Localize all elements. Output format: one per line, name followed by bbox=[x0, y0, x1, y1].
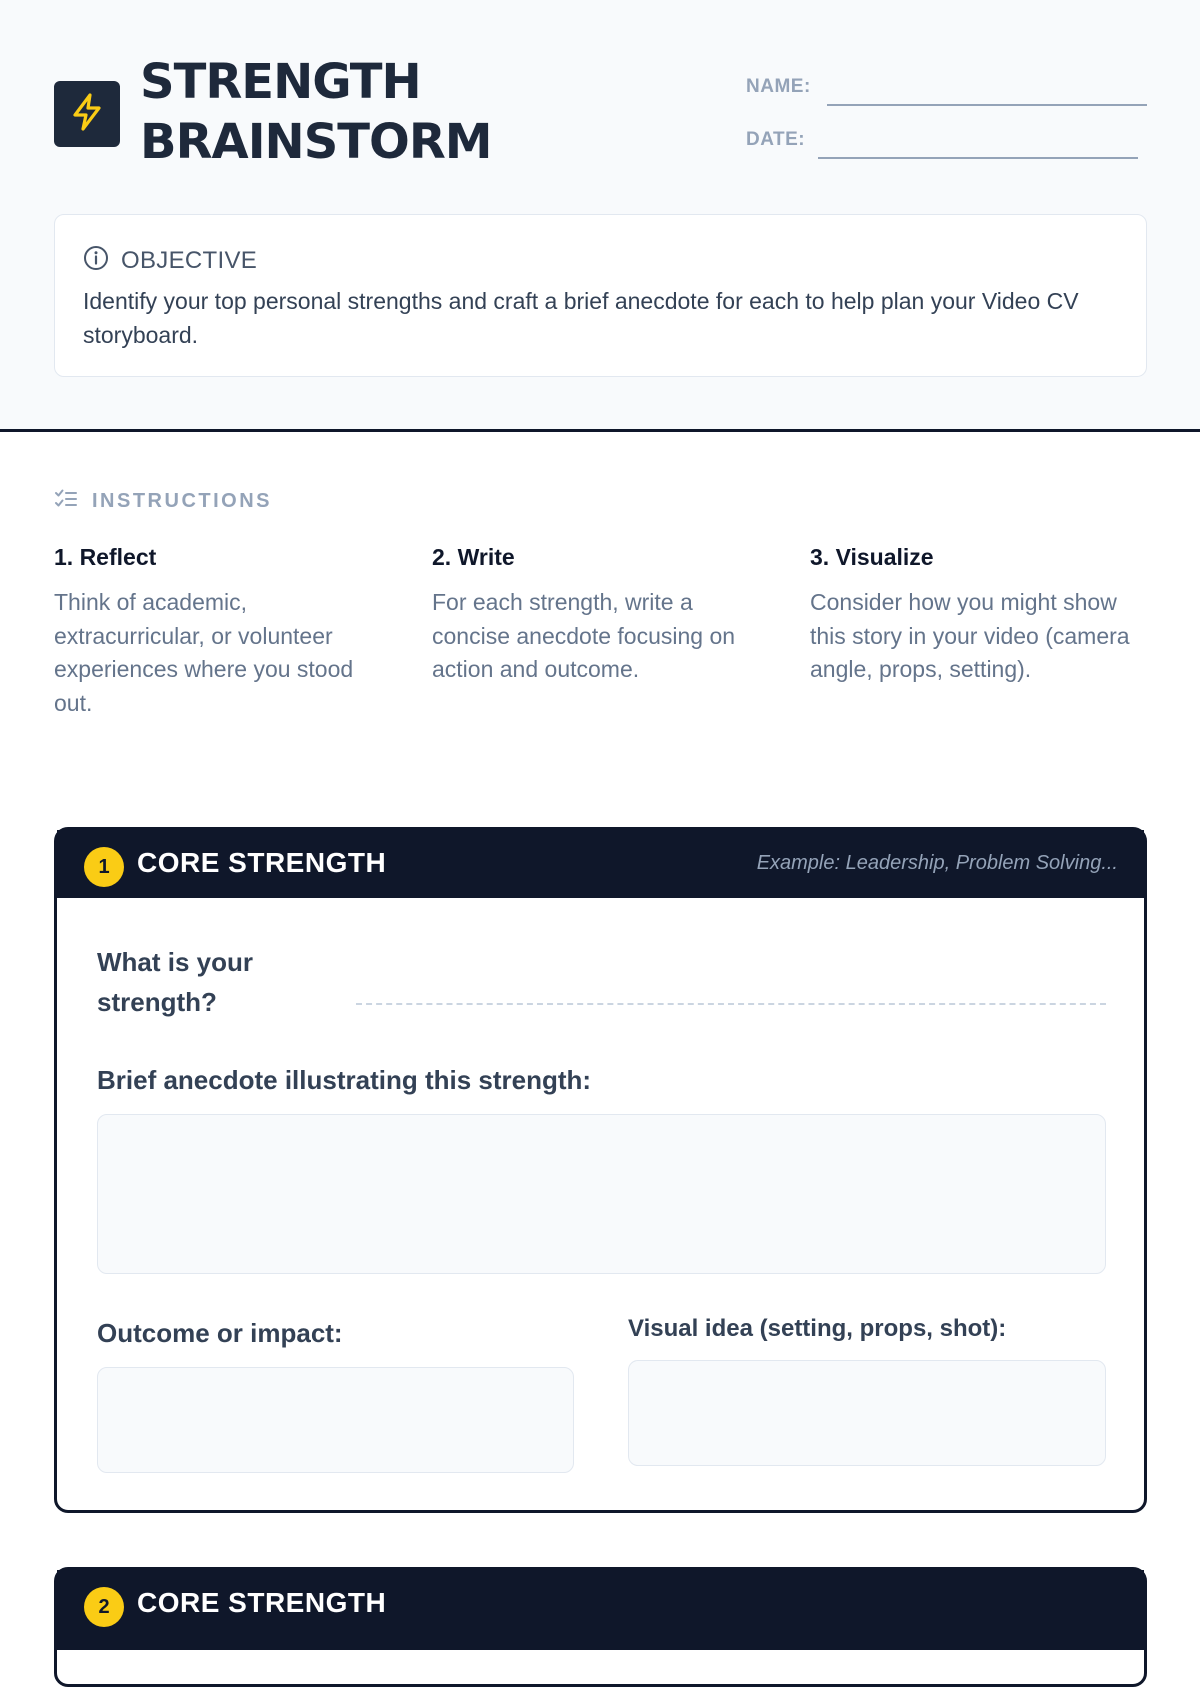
step-title: 1. Reflect bbox=[54, 544, 157, 570]
logo bbox=[54, 81, 120, 147]
objective-box bbox=[54, 214, 1147, 377]
info-icon bbox=[83, 245, 109, 276]
name-label: NAME: bbox=[746, 76, 811, 97]
instruction-step bbox=[810, 540, 1150, 687]
outcome-field[interactable] bbox=[97, 1367, 574, 1473]
visual-idea-label: Visual idea (setting, props, shot): bbox=[628, 1315, 1007, 1342]
card-number-badge: 1 bbox=[84, 847, 124, 887]
strength-card-header bbox=[57, 1570, 1144, 1650]
strength-answer-line[interactable] bbox=[356, 1003, 1106, 1005]
card-title: CORE STRENGTH bbox=[137, 1587, 387, 1618]
step-title: 2. Write bbox=[432, 544, 515, 570]
strength-card bbox=[54, 827, 1147, 1513]
worksheet-header bbox=[0, 0, 1200, 432]
card-number-badge: 2 bbox=[84, 1587, 124, 1627]
instruction-step bbox=[54, 540, 394, 720]
page-title bbox=[140, 52, 560, 172]
step-description: Consider how you might show this story in your video (camera angle, props, setting). bbox=[810, 589, 1130, 682]
visual-idea-field[interactable] bbox=[628, 1360, 1106, 1466]
step-description: Think of academic, extracurricular, or volunteer experiences where you stood out. bbox=[54, 589, 354, 716]
instructions-label: INSTRUCTIONS bbox=[92, 490, 272, 512]
strength-question-label: What is your strength? bbox=[97, 947, 254, 1017]
instructions-heading bbox=[54, 488, 272, 515]
step-description: For each strength, write a concise anecdote focusing on action and outcome. bbox=[432, 589, 736, 682]
objective-label: OBJECTIVE bbox=[121, 246, 258, 274]
anecdote-label: Brief anecdote illustrating this strength: bbox=[97, 1065, 592, 1095]
strength-card-header bbox=[57, 830, 1144, 898]
card-title: CORE STRENGTH bbox=[137, 847, 387, 878]
date-label: DATE: bbox=[746, 129, 806, 150]
lightning-icon bbox=[69, 92, 105, 137]
page-title-line1: STRENGTH bbox=[140, 54, 421, 110]
date-field[interactable] bbox=[818, 157, 1138, 159]
anecdote-field[interactable] bbox=[97, 1114, 1106, 1274]
strength-card bbox=[54, 1567, 1147, 1687]
card-example-hint: Example: Leadership, Problem Solving... bbox=[756, 852, 1118, 874]
page-title-line2: BRAINSTORM bbox=[140, 114, 492, 170]
step-title: 3. Visualize bbox=[810, 544, 934, 570]
objective-text: Identify your top personal strengths and craft a brief anecdote for each to help plan your Video CV storyboard. bbox=[83, 288, 1079, 348]
checklist-icon bbox=[54, 488, 78, 515]
name-field[interactable] bbox=[827, 104, 1147, 106]
instruction-step bbox=[432, 540, 772, 687]
outcome-label: Outcome or impact: bbox=[97, 1318, 343, 1348]
